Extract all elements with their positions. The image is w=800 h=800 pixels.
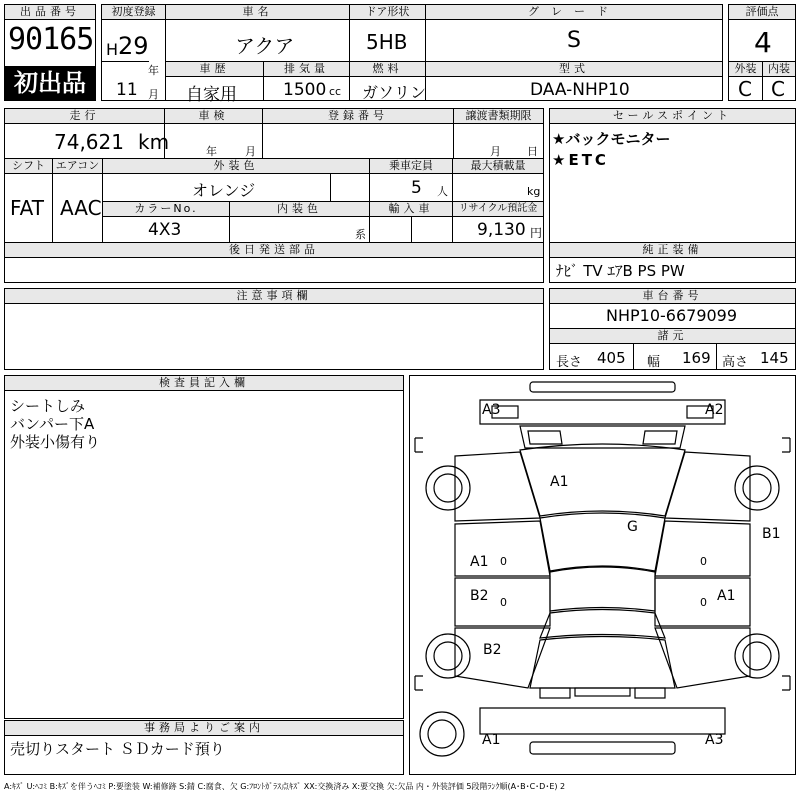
mark-left-rear-fender: B2 xyxy=(483,642,502,658)
history-value: 自家用 xyxy=(186,85,237,105)
height-label: 高さ xyxy=(722,355,749,370)
inspection-year-unit: 年 xyxy=(206,145,217,158)
mark-right-rear-door: A1 xyxy=(717,588,736,604)
ext-label: 外装 xyxy=(729,62,762,77)
displacement-value: 1500 xyxy=(283,80,327,100)
width-value: 169 xyxy=(682,349,711,367)
car-name-value: アクア xyxy=(235,34,295,58)
handle-mark-lr: 0 xyxy=(500,596,507,609)
inspector-line-2: バンパー下A xyxy=(10,415,95,433)
grade-header: グレード xyxy=(426,5,722,20)
int-label: 内装 xyxy=(763,62,795,77)
sales-point-2: ★ETC xyxy=(552,151,609,169)
transfer-header: 譲渡書類期限 xyxy=(454,109,543,124)
legend-text: A:ｷｽﾞ U:ﾍｺﾐ B:ｷｽﾞを伴うﾍｺﾐ P:要塗装 W:補修跡 S:錆 C:腐食、欠 G:ﾌﾛﾝﾄｶﾞﾗｽ点ｷｽﾞ XX:交換済み X:要交換 欠:欠品 内・外装評価 5段階ﾗﾝｸ順(A･B･C･D･E) 2 xyxy=(4,782,566,791)
max-load-unit: kg xyxy=(527,185,541,198)
displacement-header: 排気量 xyxy=(264,62,349,77)
sales-points-header: セールスポイント xyxy=(550,109,795,124)
history-header: 車歴 xyxy=(166,62,263,77)
int-color-unit: 系 xyxy=(355,228,366,241)
score-value: 4 xyxy=(754,26,772,59)
shift-value: FAT xyxy=(10,196,45,220)
inspection-month-unit: 月 xyxy=(245,145,256,158)
max-load-header: 最大積載量 xyxy=(453,159,543,174)
later-parts-header: 後日発送部品 xyxy=(5,243,543,258)
color-no-header: カラーNo. xyxy=(103,202,229,217)
mileage-unit: km xyxy=(138,130,170,154)
shift-header: シフト xyxy=(5,159,52,174)
color-no-value: 4X3 xyxy=(148,220,182,240)
office-value: 売切りスタート ＳＤカード預り xyxy=(10,740,225,758)
mark-front-right: A2 xyxy=(705,402,724,418)
inspector-line-3: 外装小傷有り xyxy=(10,433,101,451)
model-code-header: 型式 xyxy=(426,62,722,77)
inspection-header: 車検 xyxy=(165,109,262,124)
displacement-unit: cc xyxy=(329,85,342,98)
recycle-value: 9,130 xyxy=(477,220,526,240)
grade-value: S xyxy=(567,28,581,53)
int-color-header: 内装色 xyxy=(230,202,369,217)
capacity-value: 5 xyxy=(411,178,422,198)
mark-right-front-door: B1 xyxy=(762,526,781,542)
first-reg-month-unit: 月 xyxy=(148,88,159,101)
aircon-header: エアコン xyxy=(53,159,102,174)
ext-color-value: オレンジ xyxy=(192,181,256,200)
mileage-header: 走行 xyxy=(5,109,164,124)
office-header: 事務局よりご案内 xyxy=(5,721,403,736)
transfer-month-unit: 月 xyxy=(490,145,501,158)
length-value: 405 xyxy=(597,349,626,367)
mark-front-left: A3 xyxy=(482,402,501,418)
fuel-value: ガソリン xyxy=(362,83,427,102)
chassis-value: NHP10-6679099 xyxy=(606,306,738,325)
door-value: 5HB xyxy=(366,30,408,54)
int-score: C xyxy=(771,77,785,101)
sales-point-1: ★バックモニター xyxy=(552,130,671,148)
transfer-day-unit: 日 xyxy=(527,145,538,158)
car-diagram xyxy=(410,376,795,774)
ext-color-header: 外装色 xyxy=(103,159,369,174)
first-reg-era: H xyxy=(106,40,119,59)
first-reg-year: 29 xyxy=(118,32,149,60)
inspector-header: 検査員記入欄 xyxy=(5,376,403,391)
mark-roof: G xyxy=(627,519,638,535)
registration-header: 登録番号 xyxy=(263,109,453,124)
capacity-unit: 人 xyxy=(437,185,448,198)
capacity-header: 乗車定員 xyxy=(370,159,452,174)
first-reg-month: 11 xyxy=(116,80,138,100)
chassis-header: 車台番号 xyxy=(550,289,795,304)
mark-left-rear-door: B2 xyxy=(470,588,489,604)
ext-score: C xyxy=(738,77,752,101)
lot-header: 出品番号 xyxy=(5,5,95,20)
length-label: 長さ xyxy=(556,355,583,370)
spec-grid xyxy=(4,108,544,243)
mark-left-front-door: A1 xyxy=(470,554,489,570)
door-header: ドア形状 xyxy=(350,5,425,20)
equipment-value: ﾅﾋﾞ TV ｴｱB PS PW xyxy=(556,262,685,280)
height-value: 145 xyxy=(760,349,789,367)
equipment-header: 純正装備 xyxy=(550,243,795,258)
lot-number: 90165 xyxy=(8,22,94,57)
fuel-header: 燃料 xyxy=(350,62,425,77)
model-code-value: DAA-NHP10 xyxy=(530,80,630,100)
width-label: 幅 xyxy=(647,355,661,370)
first-listing-badge: 初出品 xyxy=(5,66,95,100)
mark-rear-left: A1 xyxy=(482,732,501,748)
recycle-unit: 円 xyxy=(530,226,543,240)
dimensions-header: 諸元 xyxy=(550,328,795,344)
handle-mark-rf: 0 xyxy=(700,555,707,568)
handle-mark-lf: 0 xyxy=(500,555,507,568)
notes-header: 注意事項欄 xyxy=(5,289,543,304)
import-header: 輸入車 xyxy=(370,202,452,217)
first-reg-year-unit: 年 xyxy=(148,64,159,77)
score-header: 評価点 xyxy=(729,5,795,20)
first-reg-header: 初度登録 xyxy=(102,5,165,20)
handle-mark-rr: 0 xyxy=(700,596,707,609)
car-name-header: 車名 xyxy=(166,5,349,20)
mark-rear-right: A3 xyxy=(705,732,724,748)
mileage-value: 74,621 xyxy=(54,130,124,154)
aircon-value: AAC xyxy=(60,196,102,220)
recycle-header: リサイクル預託金 xyxy=(453,202,543,217)
mark-hood: A1 xyxy=(550,474,569,490)
inspector-line-1: シートしみ xyxy=(10,397,86,415)
